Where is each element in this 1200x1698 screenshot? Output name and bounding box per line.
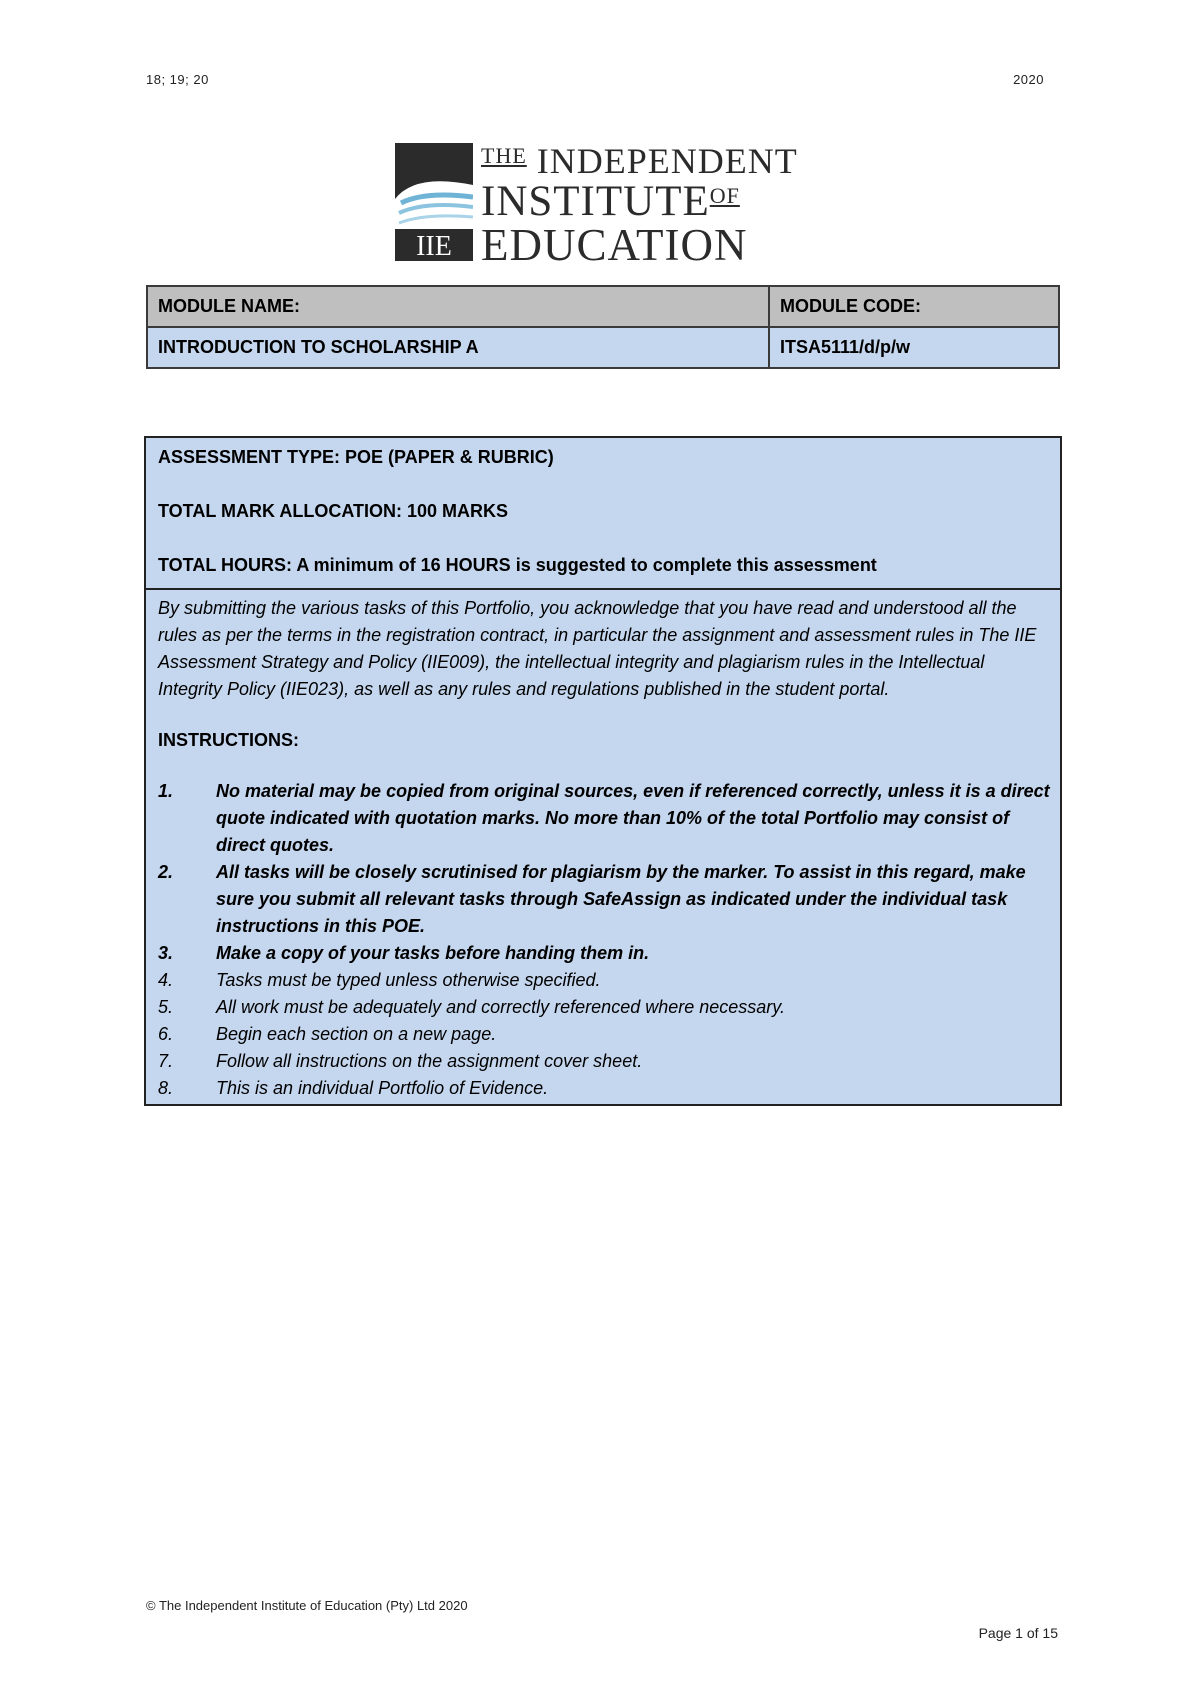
list-item [158, 940, 1050, 967]
list-number: 4. [158, 970, 174, 990]
instructions-title: INSTRUCTIONS: [158, 730, 299, 750]
list-item [158, 1075, 1050, 1102]
footer-copyright: © The Independent Institute of Education (Pty) Ltd 2020 [146, 1598, 468, 1613]
iie-emblem-icon [395, 143, 473, 261]
logo-institute: INSTITUTE [481, 178, 710, 225]
list-number: 7. [158, 1051, 174, 1071]
list-item [158, 1021, 1050, 1048]
list-number: 1. [158, 781, 174, 801]
assessment-summary [146, 438, 1060, 590]
list-text: Tasks must be typed unless otherwise specified. [216, 970, 601, 990]
assessment-box [144, 436, 1062, 1106]
instructions-list [158, 778, 1050, 1102]
list-number: 5. [158, 997, 174, 1017]
logo-independent: INDEPENDENT [536, 141, 798, 181]
list-item [158, 994, 1050, 1021]
logo-the: THE [481, 143, 527, 168]
list-item [158, 1048, 1050, 1075]
list-item [158, 967, 1050, 994]
module-code-value: ITSA5111/d/p/w [769, 327, 1059, 368]
module-table [146, 285, 1060, 369]
list-text: Make a copy of your tasks before handing them in. [216, 943, 650, 963]
header-left-text: 18; 19; 20 [146, 72, 209, 87]
iie-logo [395, 141, 815, 270]
module-name-value: INTRODUCTION TO SCHOLARSHIP A [147, 327, 769, 368]
module-code-label: MODULE CODE: [769, 286, 1059, 327]
list-text: All tasks will be closely scrutinised for plagiarism by the marker. To assist in this regard, make sure you submit all relevant tasks through SafeAssign as indicated under the individual task instructions in this POE. [216, 862, 1026, 936]
list-number: 6. [158, 1024, 174, 1044]
list-number: 3. [158, 943, 174, 963]
module-name-label: MODULE NAME: [147, 286, 769, 327]
list-item [158, 859, 1050, 940]
list-text: Follow all instructions on the assignment cover sheet. [216, 1051, 643, 1071]
page-number: Page 1 of 15 [978, 1625, 1058, 1641]
list-number: 2. [158, 862, 174, 882]
list-text: Begin each section on a new page. [216, 1024, 497, 1044]
logo-education: EDUCATION [481, 220, 748, 270]
header-right-year: 2020 [1013, 72, 1044, 87]
assessment-type: ASSESSMENT TYPE: POE (PAPER & RUBRIC) [158, 447, 554, 467]
list-number: 8. [158, 1078, 174, 1098]
list-item [158, 778, 1050, 859]
total-mark-allocation: TOTAL MARK ALLOCATION: 100 MARKS [158, 501, 508, 521]
list-text: No material may be copied from original sources, even if referenced correctly, unless it is a direct quote indicated with quotation marks. No more than 10% of the total Portfolio may consist of direct quotes. [216, 781, 1050, 855]
emblem-iie-text: IIE [416, 231, 452, 261]
list-text: This is an individual Portfolio of Evidence. [216, 1078, 549, 1098]
list-text: All work must be adequately and correctly referenced where necessary. [216, 997, 785, 1017]
logo-of: OF [709, 183, 740, 208]
acknowledgement-statement: By submitting the various tasks of this Portfolio, you acknowledge that you have read and understood all the rules as per the terms in the registration contract, in particular the assignment and assessment rules in The IIE Assessment Strategy and Policy (IIE009), the intellectual integrity and plagiarism rules in the Intellectual Integrity Policy (IIE023), as well as any rules and regulations published in the student portal. [158, 598, 1037, 699]
total-hours: TOTAL HOURS: A minimum of 16 HOURS is suggested to complete this assessment [158, 555, 877, 575]
